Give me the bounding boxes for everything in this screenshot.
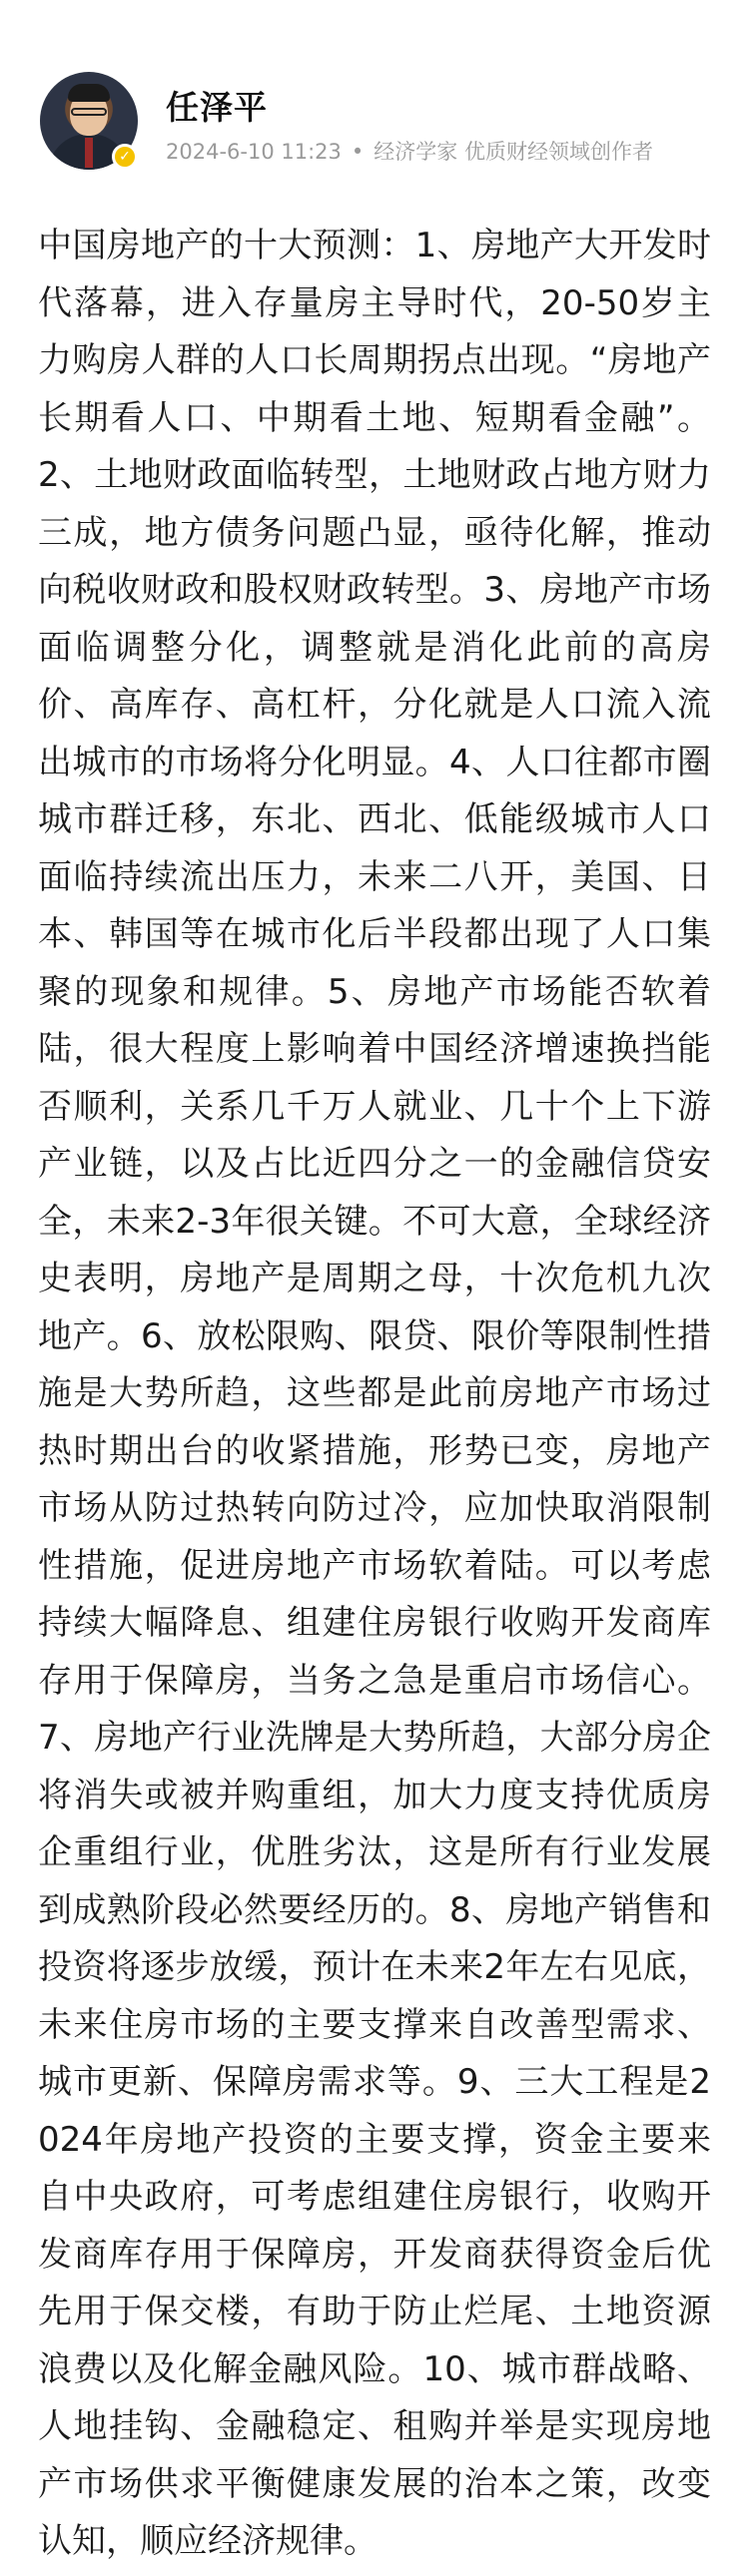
avatar-tie: [85, 138, 93, 168]
post-timestamp: 2024-6-10 11:23: [166, 140, 342, 164]
verified-badge-icon: ✓: [112, 144, 138, 170]
author-tags: 经济学家 优质财经领域创作者: [374, 140, 653, 164]
avatar-hair: [68, 84, 110, 102]
post-header: [40, 72, 709, 182]
post-meta: [166, 136, 653, 166]
article-body: 中国房地产的十大预测：1、房地产大开发时代落幕，进入存量房主导时代，20-50岁主力购房人群的人口长周期拐点出现。“房地产长期看人口、中期看土地、短期看金融”。2、土地财政面临转型，土地财政占地方财力三成，地方债务问题凸显，亟待化解，推动向税收财政和股权财政转型。3、房地产市场面临调整分化，调整就是消化此前的高房价、高库存、高杠杆，分化就是人口流入流出城市的市场将分化明显。4、人口往都市圈城市群迁移，东北、西北、低能级城市人口面临持续流出压力，未来二八开，美国、日本、韩国等在城市化后半段都出现了人口集聚的现象和规律。5、房地产市场能否软着陆，很大程度上影响着中国经济增速换挡能否顺利，关系几千万人就业、几十个上下游产业链，以及占比近四分之一的金融信贷安全，未来2-3年很关键。不可大意，全球经济史表明，房地产是周期之母，十次危机九次地产。6、放松限购、限贷、限价等限制性措施是大势所趋，这些都是此前房地产市场过热时期出台的收紧措施，形势已变，房地产市场从防过热转向防过冷，应加快取消限制性措施，促进房地产市场软着陆。可以考虑持续大幅降息、组建住房银行收购开发商库存用于保障房，当务之急是重启市场信心。7、房地产行业洗牌是大势所趋，大部分房企将消失或被并购重组，加大力度支持优质房企重组行业，优胜劣汰，这是所有行业发展到成熟阶段必然要经历的。8、房地产销售和投资将逐步放缓，预计在未来2年左右见底，未来住房市场的主要支撑来自改善型需求、城市更新、保障房需求等。9、三大工程是2024年房地产投资的主要支撑，资金主要来自中央政府，可考虑组建住房银行，收购开发商库存用于保障房，开发商获得资金后优先用于保交楼，有助于防止烂尾、土地资源浪费以及化解金融风险。10、城市群战略、人地挂钩、金融稳定、租购并举是实现房地产市场供求平衡健康发展的治本之策，改变认知，顺应经济规律。: [38, 226, 711, 2561]
meta-separator: •: [351, 140, 365, 164]
avatar-glasses: [71, 108, 107, 116]
author-name[interactable]: 任泽平: [166, 88, 268, 127]
